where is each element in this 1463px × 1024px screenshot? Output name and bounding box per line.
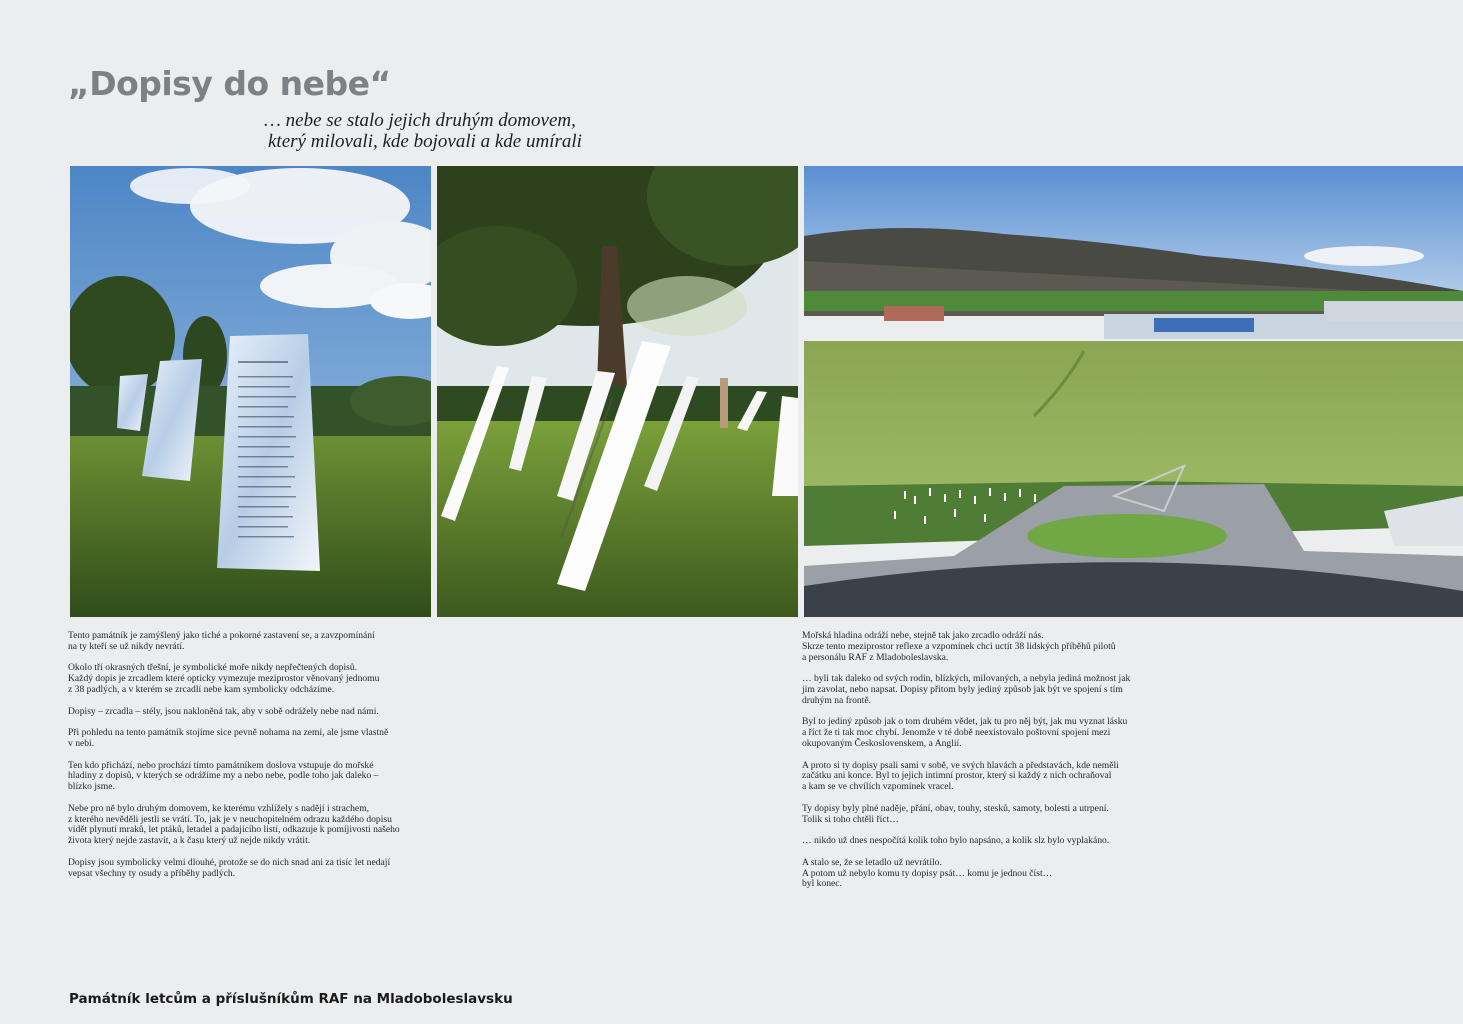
paragraph: Při pohledu na tento památník stojíme sice pevně nohama na zemi, ale jsme vlastně v nebi. xyxy=(68,727,389,749)
paragraph: Byl to jediný způsob jak o tom druhém vědet, jak tu pro něj být, jak mu vyznat lásku a říct že ti tak moc chybí. Jenomže v té době neexistovalo poštovní spojení mezi okupovaným Československem, a Anglií. xyxy=(802,716,1128,749)
text-column-left xyxy=(68,631,448,890)
page-subtitle xyxy=(264,110,582,152)
paragraph: Ty dopisy byly plné naděje, přání, obav, touhy, stesků, samoty, bolesti a utrpení. Tolik si toho chtěli říct… xyxy=(802,802,1109,825)
subtitle-line-1: … nebe se stalo jejich druhým domovem, xyxy=(264,110,576,131)
paragraph: Okolo tří okrasných třešní, je symbolické moře nikdy nepřečtených dopisů. Každý dopis je zrcadlem které opticky vymezuje meziprostor věnovaný jednomu z 38 padlých, a v kterém se zrcadlí nebe kam symbolicky odcházíme. xyxy=(68,662,380,695)
paragraph: A stalo se, že se letadlo už nevrátilo. A potom už nebylo komu ty dopisy psát… komu je jednou číst… byl konec. xyxy=(802,856,1053,890)
paragraph: … byli tak daleko od svých rodin, blízkých, milovaných, a nebyla jediná možnost jak jim zavolat, nebo napsat. Dopisy přitom byly jediný způsob jak být ve spojení s tím druhým na frontě. xyxy=(802,673,1131,706)
subtitle-line-2: který milovali, kde bojovali a kde umírali xyxy=(268,131,582,152)
memorial-steles-tree-photo xyxy=(437,166,798,617)
memorial-mirror-steles-photo xyxy=(70,166,431,617)
paragraph: Mořská hladina odráží nebe, stejně tak jako zrcadlo odráží nás. Skrze tento meziprostor reflexe a vzpomínek chci uctít 38 lidských příběhů pilotů a personálu RAF z Mladoboleslavska. xyxy=(802,630,1116,663)
aerial-airfield-memorial-photo xyxy=(804,166,1463,617)
paragraph: … nikdo už dnes nespočítá kolik toho bylo napsáno, a kolik slz bylo vyplakáno. xyxy=(802,835,1110,847)
paragraph: Nebe pro ně bylo druhým domovem, ke kterému vzhlížely s nadějí i strachem, z kterého nevěděli jestli se vrátí. To, jak je v neuchopitelném odrazu každého dopisu vidět plynutí mraků, let ptáků, letadel a padajícího listí, odkazuje k pomíjivosti našeho života který nejde zastavit, a k času který už nejde nikdy vrátit. xyxy=(68,802,400,847)
page-title: „Dopisy do nebe“ xyxy=(68,64,391,103)
footer-caption: Památník letcům a příslušníkům RAF na Mladoboleslavsku xyxy=(69,991,513,1007)
paragraph: Dopisy – zrcadla – stély, jsou nakloněná tak, aby v sobě odrážely nebe nad námi. xyxy=(68,705,379,717)
paragraph: A proto si ty dopisy psali sami v sobě, ve svých hlavách a představách, kde neměli začátku ani konce. Byl to jejich intimní prostor, který si každý z nich ochraňoval a kam se ve chvílích vzpomínek vracel. xyxy=(802,759,1119,793)
paragraph: Ten kdo přichází, nebo prochází tímto památníkem doslova vstupuje do mořské hladiny z dopisů, v kterých se odrážíme my a nebo nebe, podle toho jak daleko – blízko jsme. xyxy=(68,759,379,793)
paragraph: Tento památník je zamýšlený jako tiché a pokorné zastavení se, a zavzpomínání na ty kteří se už nikdy nevrátí. xyxy=(68,630,375,652)
text-column-right xyxy=(802,631,1172,901)
paragraph: Dopisy jsou symbolicky velmi dlouhé, protože se do nich snad ani za tisíc let nedají vepsat všechny ty osudy a příběhy padlých. xyxy=(68,856,391,879)
